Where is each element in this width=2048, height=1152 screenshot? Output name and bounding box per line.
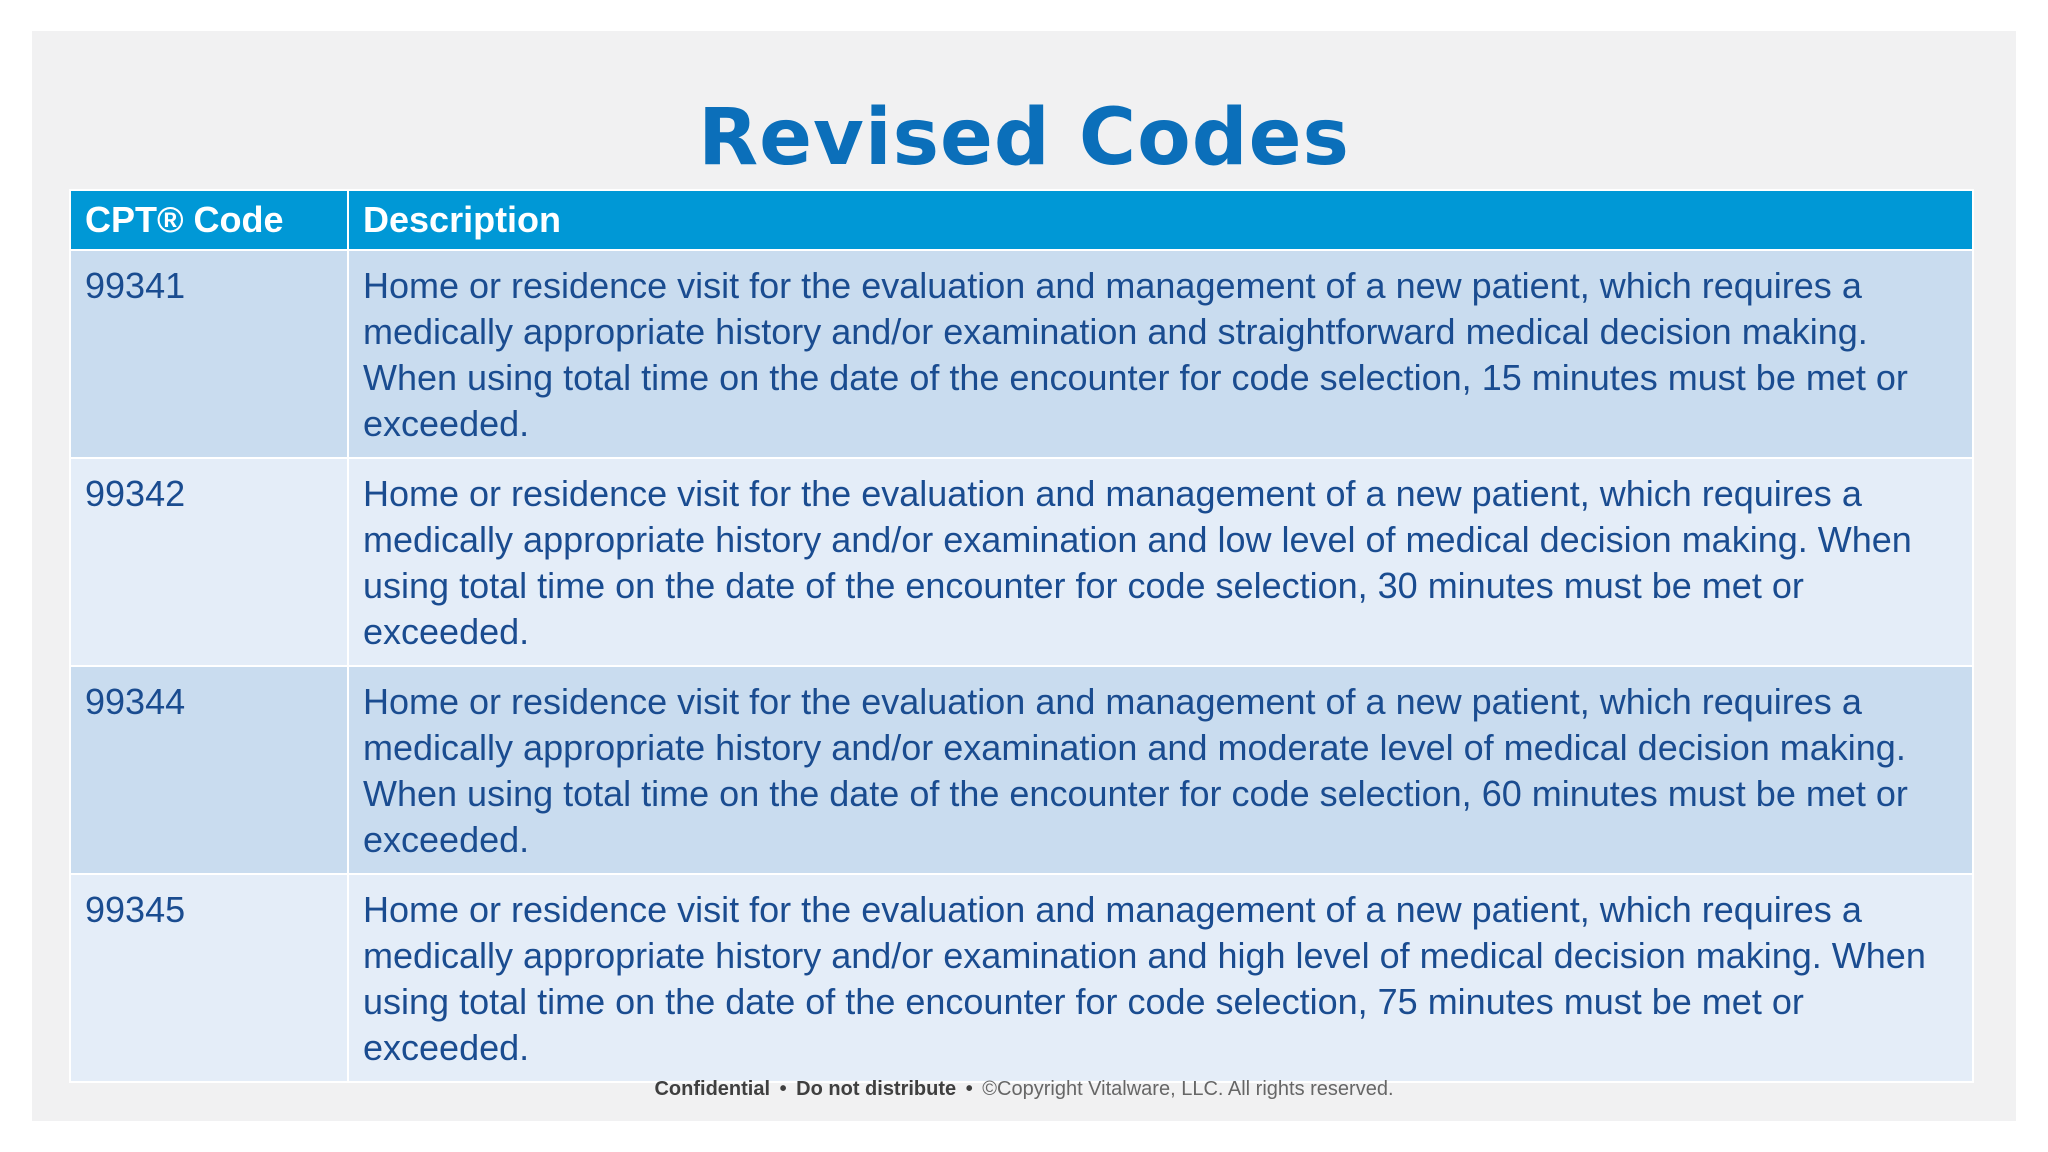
footer-copyright: ©Copyright Vitalware, LLC. All rights reserved. — [982, 1078, 1394, 1100]
code-cell: 99341 — [70, 250, 348, 458]
footer-do-not-distribute: Do not distribute — [796, 1078, 957, 1100]
footer-separator: • — [779, 1078, 787, 1100]
table-row — [70, 874, 1973, 1082]
table-row — [70, 250, 1973, 458]
footer — [32, 1078, 2016, 1101]
code-cell: 99344 — [70, 666, 348, 874]
description-cell: Home or residence visit for the evaluation and management of a new patient, which requires a medically appropriate history and/or examination and straightforward medical decision making. When using total time on the date of the encounter for code selection, 15 minutes must be met or exceeded. — [348, 250, 1973, 458]
column-header-code: CPT® Code — [70, 190, 348, 250]
description-cell: Home or residence visit for the evaluation and management of a new patient, which requires a medically appropriate history and/or examination and low level of medical decision making. When using total time on the date of the encounter for code selection, 30 minutes must be met or exceeded. — [348, 458, 1973, 666]
code-cell: 99345 — [70, 874, 348, 1082]
footer-confidential: Confidential — [654, 1078, 771, 1100]
footer-separator: • — [965, 1078, 973, 1100]
slide — [32, 31, 2016, 1121]
table-row — [70, 458, 1973, 666]
description-cell: Home or residence visit for the evaluation and management of a new patient, which requires a medically appropriate history and/or examination and moderate level of medical decision making. When using total time on the date of the encounter for code selection, 60 minutes must be met or exceeded. — [348, 666, 1973, 874]
table-header-row — [70, 190, 1973, 250]
page-title: Revised Codes — [698, 93, 1350, 183]
column-header-description: Description — [348, 190, 1973, 250]
table-row — [70, 666, 1973, 874]
revised-codes-table — [69, 189, 1974, 1083]
code-cell: 99342 — [70, 458, 348, 666]
description-cell: Home or residence visit for the evaluation and management of a new patient, which requires a medically appropriate history and/or examination and high level of medical decision making. When using total time on the date of the encounter for code selection, 75 minutes must be met or exceeded. — [348, 874, 1973, 1082]
